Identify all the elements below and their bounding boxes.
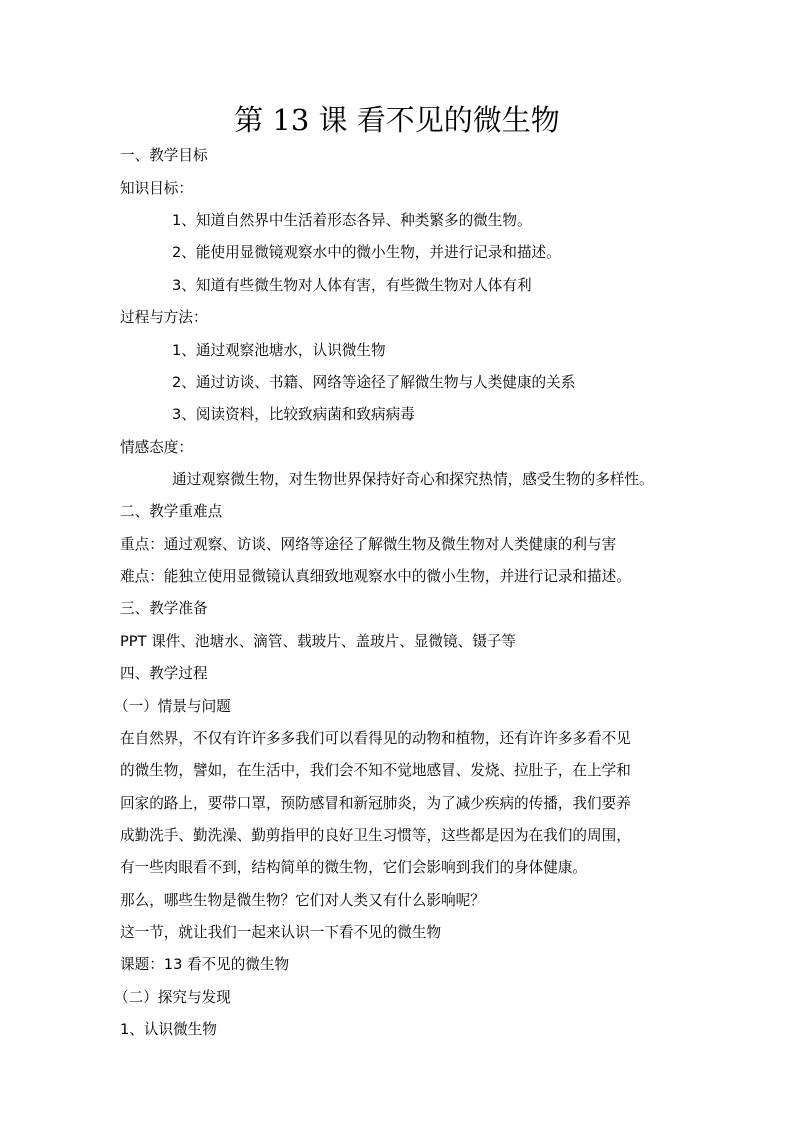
section-heading-process: 四、教学过程 <box>120 665 208 682</box>
process-item: 1、通过观察池塘水，认识微生物 <box>172 342 386 359</box>
process-label: 过程与方法： <box>120 309 208 326</box>
intro-line: 成勤洗手、勤洗澡、勤剪指甲的良好卫生习惯等，这些都是因为在我们的周围， <box>120 827 631 844</box>
intro-line: 在自然界，不仅有许许多多我们可以看得见的动物和植物，还有许许多多看不见 <box>120 730 631 747</box>
intro-line: 那么，哪些生物是微生物？它们对人类又有什么影响呢？ <box>120 892 485 909</box>
difficult-point: 难点：能独立使用显微镜认真细致地观察水中的微小生物，并进行记录和描述。 <box>120 568 631 585</box>
process-item: 2、通过访谈、书籍、网络等途径了解微生物与人类健康的关系 <box>172 374 576 391</box>
knowledge-item: 2、能使用显微镜观察水中的微小生物，并进行记录和描述。 <box>172 244 561 261</box>
intro-line: 的微生物，譬如，在生活中，我们会不知不觉地感冒、发烧、拉肚子，在上学和 <box>120 762 631 779</box>
attitude-label: 情感态度： <box>120 439 193 456</box>
section-heading-key-points: 二、教学重难点 <box>120 503 223 520</box>
key-point: 重点：通过观察、访谈、网络等途径了解微生物及微生物对人类健康的利与害 <box>120 536 617 553</box>
materials-list: PPT 课件、池塘水、滴管、载玻片、盖玻片、显微镜、镊子等 <box>120 633 517 650</box>
lesson-topic: 课题：13 看不见的微生物 <box>120 956 290 973</box>
intro-line: 有一些肉眼看不到，结构简单的微生物，它们会影响到我们的身体健康。 <box>120 859 588 876</box>
section-heading-preparation: 三、教学准备 <box>120 600 208 617</box>
attitude-text: 通过观察微生物，对生物世界保持好奇心和探究热情，感受生物的多样性。 <box>172 471 654 488</box>
subsection-heading-explore: （二）探究与发现 <box>114 989 231 1006</box>
knowledge-item: 3、知道有些微生物对人体有害，有些微生物对人体有利 <box>172 277 532 294</box>
knowledge-item: 1、知道自然界中生活着形态各异、种类繁多的微生物。 <box>172 212 532 229</box>
section-heading-objectives: 一、教学目标 <box>120 147 208 164</box>
page-title: 第 13 课 看不见的微生物 <box>234 103 560 137</box>
intro-line: 回家的路上，要带口罩，预防感冒和新冠肺炎，为了减少疾病的传播，我们要养 <box>120 795 631 812</box>
knowledge-label: 知识目标： <box>120 180 193 197</box>
step-item: 1、认识微生物 <box>120 1021 217 1038</box>
process-item: 3、阅读资料，比较致病菌和致病病毒 <box>172 406 415 423</box>
intro-line: 这一节，就让我们一起来认识一下看不见的微生物 <box>120 924 442 941</box>
subsection-heading-scenario: （一）情景与问题 <box>114 698 231 715</box>
